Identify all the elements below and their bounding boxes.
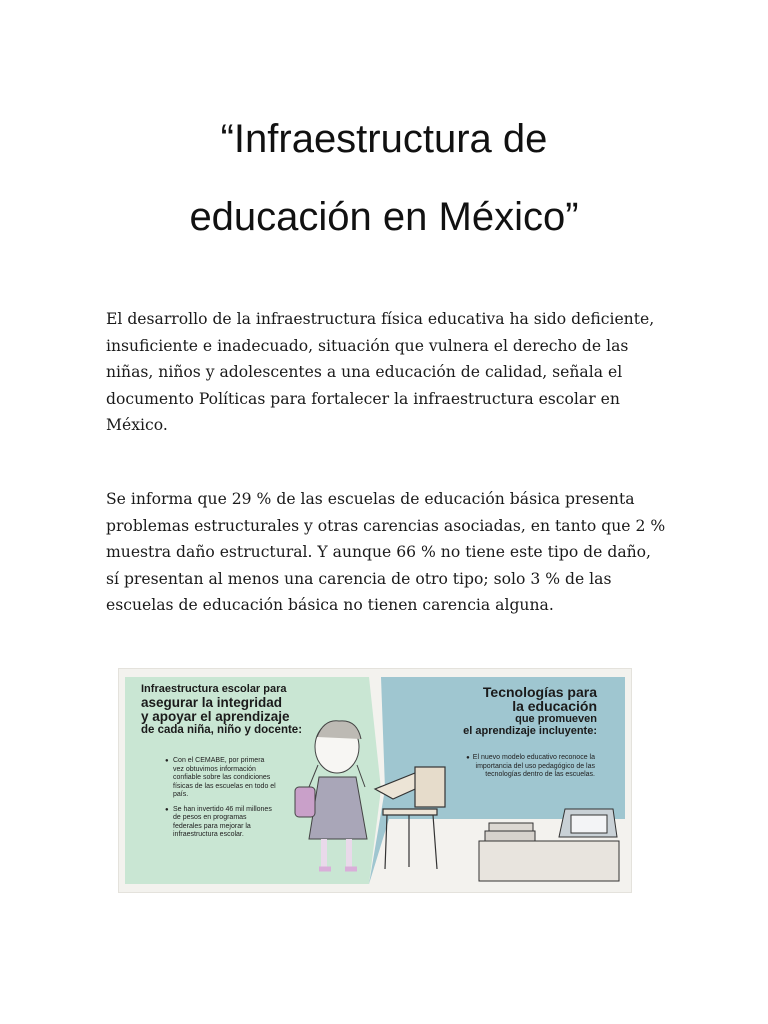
page-title (0, 100, 768, 256)
left-bullet-1: ● Con el CEMABE, por primera vez obtuvimos información confiable sobre las condiciones físicas de las escuelas en todo el país. (165, 757, 277, 800)
left-bullet-2: ● Se han invertido 46 mil millones de pesos en programas federales para mejorar la infraestructura escolar. (165, 806, 277, 840)
right-bullet-list (463, 754, 595, 786)
left-heading-line-1: Infraestructura escolar para (141, 683, 287, 695)
right-bullet-1: ● El nuevo modelo educativo reconoce la importancia del uso pedagógico de las tecnologías dentro de las escuelas. (463, 754, 595, 780)
right-panel-heading (377, 685, 597, 737)
page-title-line-2: educación en México” (189, 195, 579, 239)
right-heading-line-2: la educación (512, 698, 597, 714)
infographic (118, 668, 632, 893)
right-heading-line-4: el aprendizaje incluyente: (463, 725, 597, 737)
left-heading-line-2: asegurar la integridad (141, 695, 283, 710)
left-bullet-list (165, 757, 277, 846)
intro-paragraph: El desarrollo de la infraestructura física educativa ha sido deficiente, insuficiente e inadecuado, situación que vulnera el derecho de las niñas, niños y adolescentes a una educación de calidad, señala el documento Políticas para fortalecer la infraestructura escolar en México. (106, 310, 655, 434)
left-panel-heading (141, 683, 341, 737)
page-title-line-1: “Infraestructura de (220, 117, 548, 161)
left-heading-line-3: y apoyar el aprendizaje (141, 709, 290, 724)
statistics-paragraph: Se informa que 29 % de las escuelas de educación básica presenta problemas estructurales y otras carencias asociadas, en tanto que 2 % muestra daño estructural. Y aunque 66 % no tiene este tipo de daño, sí presentan al menos una carencia de otro tipo; solo 3 % de las escuelas de educación básica no tienen carencia alguna. (106, 490, 666, 614)
left-heading-line-4: de cada niña, niño y docente: (141, 724, 303, 736)
right-heading-line-3: que promueven (515, 713, 597, 725)
right-heading-line-1: Tecnologías para (482, 684, 597, 700)
